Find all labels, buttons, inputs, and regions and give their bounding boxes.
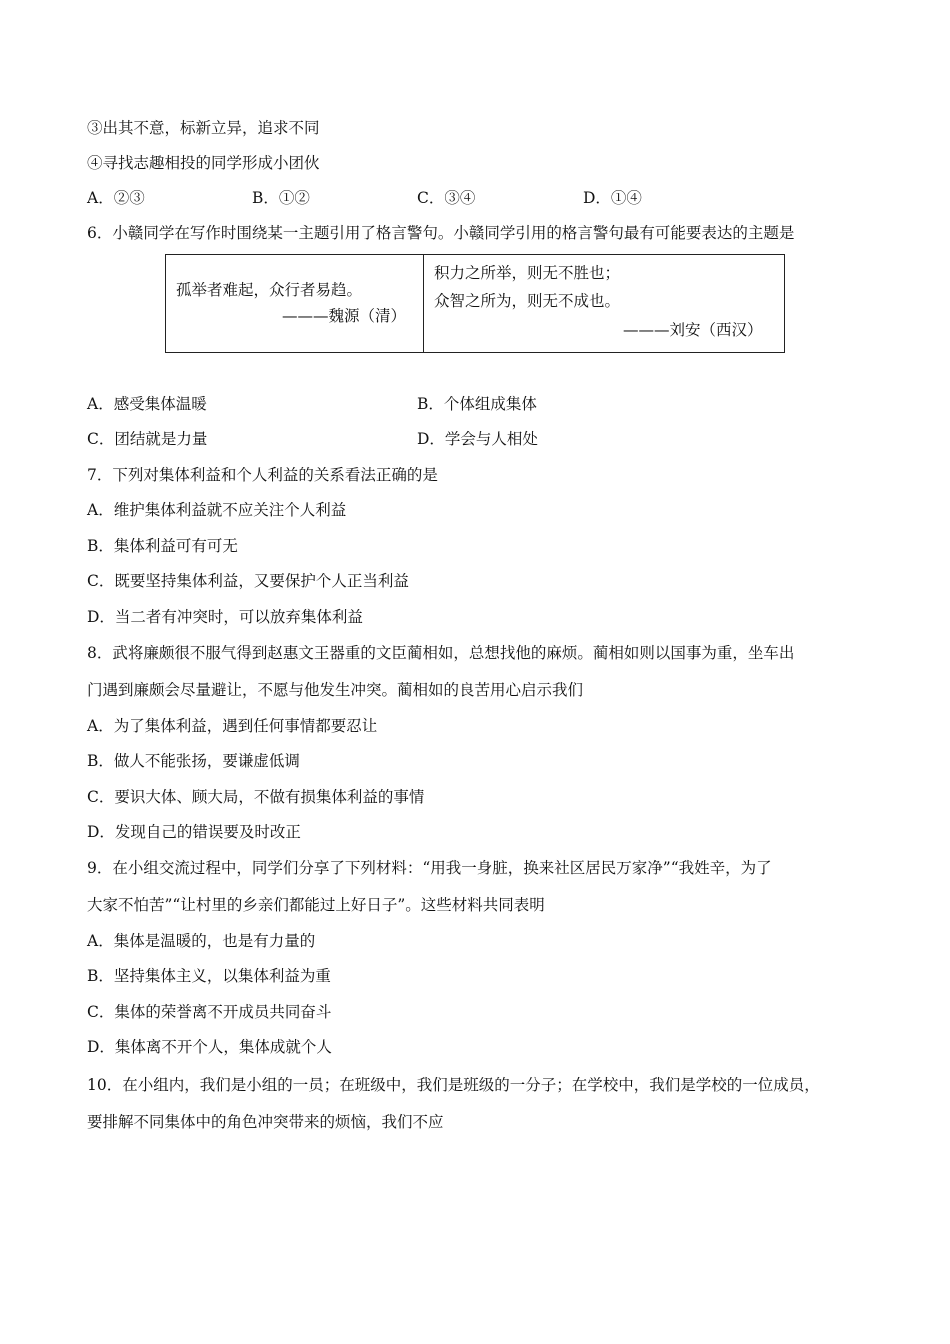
q6-option-b: B．个体组成集体 [417, 395, 537, 413]
q7-option-a: A．维护集体利益就不应关注个人利益 [87, 501, 347, 519]
quote-right-line1: 积力之所举，则无不胜也； [434, 264, 621, 282]
q9-stem-line1: 9．在小组交流过程中，同学们分享了下列材料：“用我一身脏，换来社区居民万家净”“我姓辛，为了 [87, 859, 772, 877]
q8-option-c: C．要识大体、顾大局，不做有损集体利益的事情 [87, 788, 425, 806]
q5-item-3: ③出其不意，标新立异，追求不同 [87, 119, 320, 137]
q9-option-b: B．坚持集体主义，以集体利益为重 [87, 967, 331, 985]
q8-option-d: D．发现自己的错误要及时改正 [87, 823, 301, 841]
q7-option-c: C．既要坚持集体利益，又要保护个人正当利益 [87, 572, 409, 590]
quote-right-author: ———刘安（西汉） [623, 321, 763, 339]
q6-stem: 6．小赣同学在写作时围绕某一主题引用了格言警句。小赣同学引用的格言警句最有可能要表达的主题是 [87, 224, 795, 242]
q10-stem-line1: 10．在小组内，我们是小组的一员；在班级中，我们是班级的一分子；在学校中，我们是学校的一位成员， [87, 1076, 820, 1094]
q9-option-d: D．集体离不开个人，集体成就个人 [87, 1038, 332, 1056]
q5-option-d: D．①④ [583, 189, 642, 207]
q10-stem-line2: 要排解不同集体中的角色冲突带来的烦恼，我们不应 [87, 1113, 444, 1131]
q8-stem-line1: 8．武将廉颇很不服气得到赵惠文王器重的文臣蔺相如，总想找他的麻烦。蔺相如则以国事为重，坐车出 [87, 644, 795, 662]
q6-option-d: D．学会与人相处 [417, 430, 538, 448]
quote-left-author: ———魏源（清） [282, 307, 407, 325]
q5-option-a: A．②③ [87, 189, 145, 207]
q5-item-4: ④寻找志趣相投的同学形成小团伙 [87, 154, 320, 172]
quote-right-line2: 众智之所为，则无不成也。 [434, 292, 621, 310]
q5-option-c: C．③④ [417, 189, 476, 207]
q9-stem-line2: 大家不怕苦”“让村里的乡亲们都能过上好日子”。这些材料共同表明 [87, 896, 545, 914]
q5-option-b: B．①② [252, 189, 310, 207]
q8-option-b: B．做人不能张扬，要谦虚低调 [87, 752, 300, 770]
q7-option-b: B．集体利益可有可无 [87, 537, 238, 555]
q7-option-d: D．当二者有冲突时，可以放弃集体利益 [87, 608, 363, 626]
quote-table-divider [423, 255, 424, 352]
quote-left-text: 孤举者难起，众行者易趋。 [176, 281, 363, 299]
q9-option-a: A．集体是温暖的，也是有力量的 [87, 932, 316, 950]
quote-table [165, 254, 785, 353]
q6-option-a: A．感受集体温暖 [87, 395, 207, 413]
q9-option-c: C．集体的荣誉离不开成员共同奋斗 [87, 1003, 332, 1021]
q8-option-a: A．为了集体利益，遇到任何事情都要忍让 [87, 717, 378, 735]
q7-stem: 7．下列对集体利益和个人利益的关系看法正确的是 [87, 466, 438, 484]
q8-stem-line2: 门遇到廉颇会尽量避让，不愿与他发生冲突。蔺相如的良苦用心启示我们 [87, 681, 584, 699]
q6-option-c: C．团结就是力量 [87, 430, 208, 448]
